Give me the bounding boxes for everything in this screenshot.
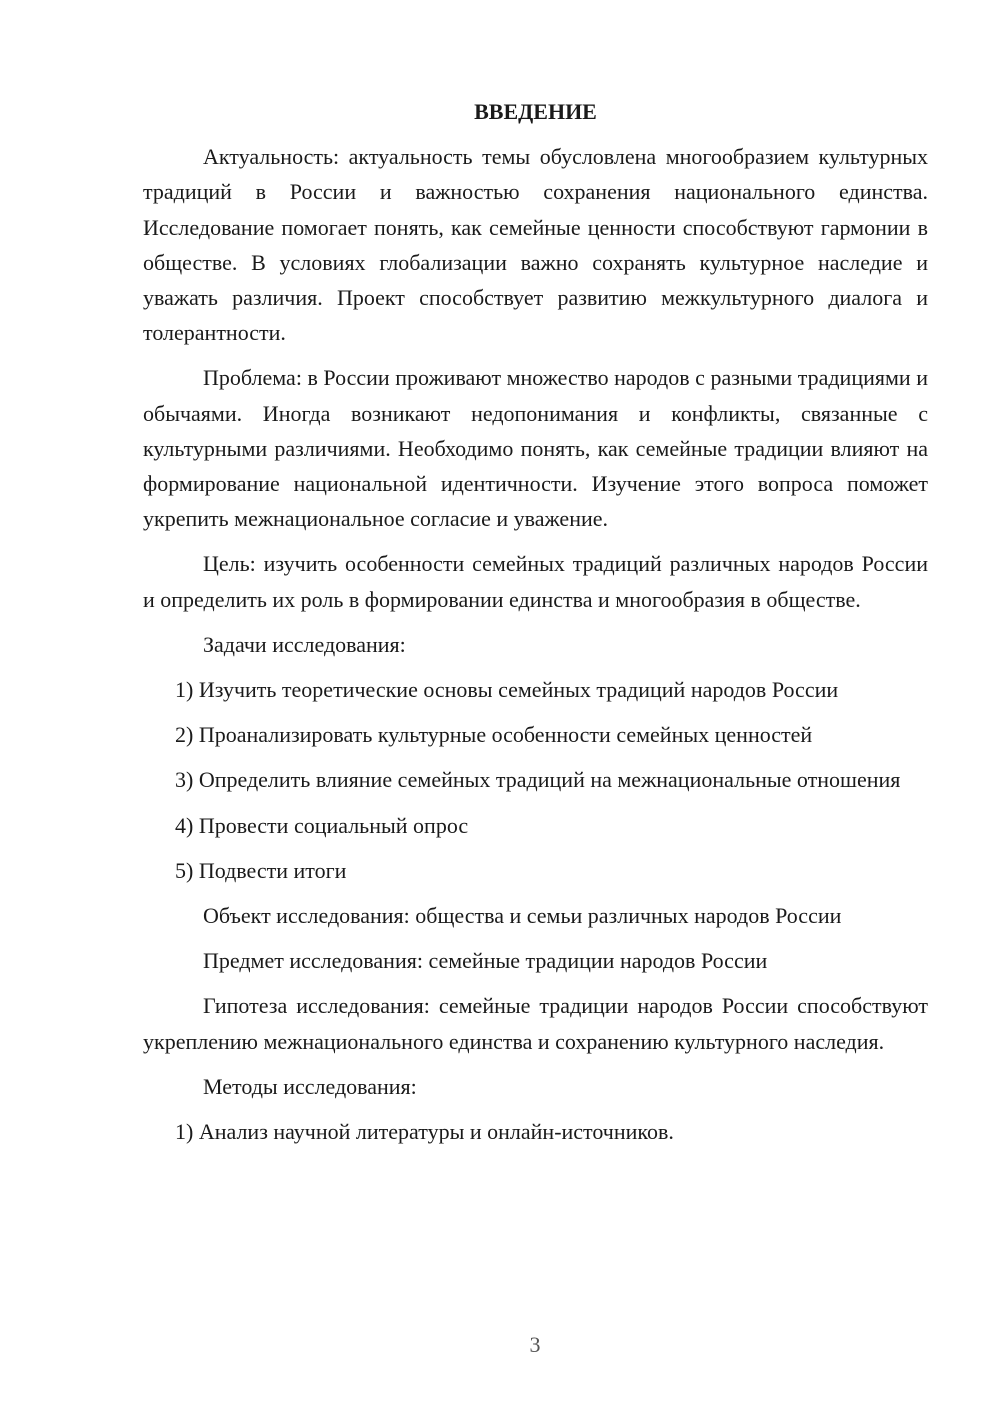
- task-item: 4) Провести социальный опрос: [175, 812, 469, 838]
- relevance-paragraph: Актуальность: актуальность темы обусловлена многообразием культурных традиций в России и важностью сохранения национального единства. Исследование помогает понять, как семейные ценности способствуют гармонии в обществе. В условиях глобализации важно сохранять культурное наследие и уважать различия. Проект способствует развитию межкультурного диалога и толерантности.: [143, 144, 928, 346]
- task-item: 1) Изучить теоретические основы семейных традиций народов России: [175, 677, 839, 703]
- goal-paragraph: Цель: изучить особенности семейных традиций различных народов России и определить их роль в формировании единства и многообразия в обществе.: [143, 551, 928, 612]
- section-title: ВВЕДЕНИЕ: [474, 99, 597, 124]
- object-paragraph: Объект исследования: общества и семьи различных народов России: [203, 903, 842, 929]
- problem-paragraph: Проблема: в России проживают множество народов с разными традициями и обычаями. Иногда возникают недопонимания и конфликты, связанные с культурными различиями. Необходимо понять, как семейные традиции влияют на формирование национальной идентичности. Изучение этого вопроса поможет укрепить межнациональное согласие и уважение.: [143, 365, 928, 532]
- hypothesis-paragraph: Гипотеза исследования: семейные традиции народов России способствуют укреплению межнационального единства и сохранению культурного наследия.: [143, 993, 928, 1054]
- methods-heading: Методы исследования:: [203, 1073, 417, 1099]
- subject-paragraph: Предмет исследования: семейные традиции народов России: [203, 948, 768, 974]
- tasks-heading: Задачи исследования:: [203, 631, 406, 657]
- page-number: 3: [529, 1332, 541, 1357]
- task-item: 2) Проанализировать культурные особенности семейных ценностей: [175, 722, 813, 748]
- task-item: 5) Подвести итоги: [175, 857, 347, 883]
- method-item: 1) Анализ научной литературы и онлайн-источников.: [175, 1119, 674, 1145]
- page-content: [143, 94, 928, 1159]
- task-item: 3) Определить влияние семейных традиций на межнациональные отношения: [175, 767, 901, 793]
